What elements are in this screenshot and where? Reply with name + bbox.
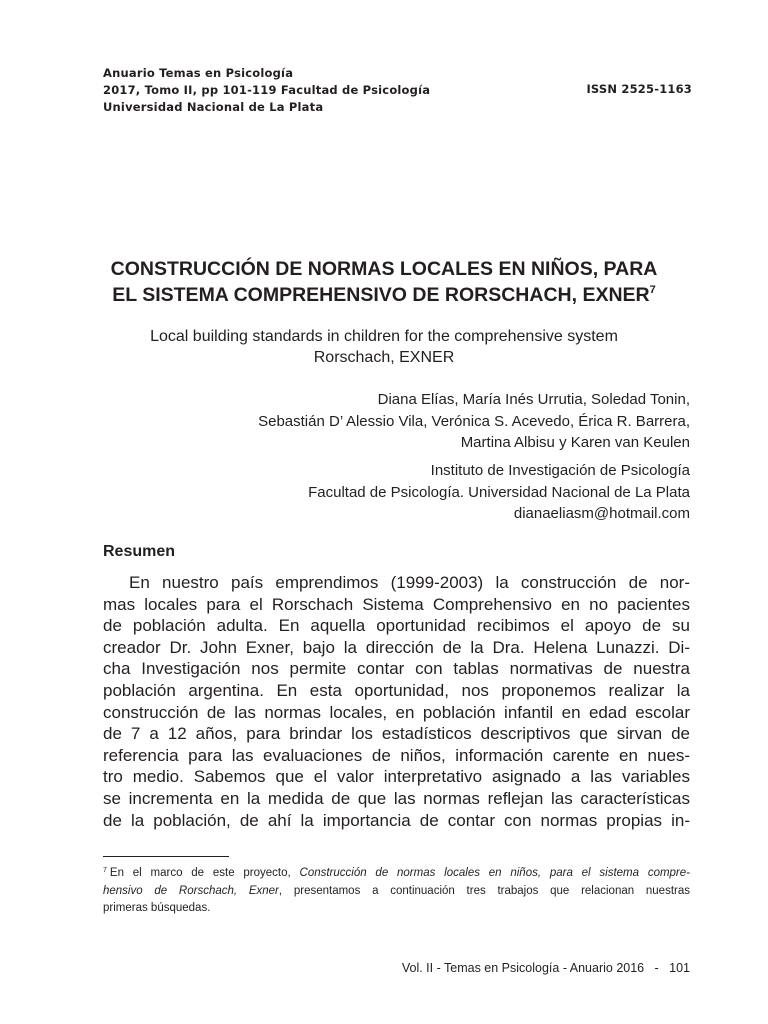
article-title-line-2 bbox=[60, 282, 708, 308]
english-title bbox=[60, 326, 708, 368]
abstract-line: cha Investigación nos permite contar con tablas normativas de nuestra bbox=[103, 659, 690, 679]
journal-name: Anuario Temas en Psicología bbox=[103, 66, 294, 80]
abstract-line: referencia para las evaluaciones de niños, información carente en nues- bbox=[103, 745, 690, 765]
english-title-line-2: Rorschach, EXNER bbox=[313, 349, 455, 366]
page-footer: Vol. II - Temas en Psicología - Anuario 2016 - 101 bbox=[401, 961, 690, 975]
footnote-line-1 bbox=[103, 865, 690, 883]
footnote-divider bbox=[103, 856, 229, 857]
abstract-heading: Resumen bbox=[103, 543, 176, 560]
journal-volume-info: 2017, Tomo II, pp 101-119 Facultad de Psicología bbox=[103, 83, 431, 97]
abstract-line: construcción de las normas locales, en población infantil en edad escolar bbox=[103, 702, 690, 722]
english-title-line-1: Local building standards in children for the comprehensive system bbox=[150, 328, 618, 345]
author-list bbox=[258, 389, 690, 454]
abstract-line: se incrementa en la medida de que las normas reflejan las características bbox=[103, 788, 690, 808]
footnote-italic-title-1: Construcción de normas locales en niños, para el sistema compre- bbox=[299, 867, 690, 879]
journal-university: Universidad Nacional de La Plata bbox=[103, 100, 324, 114]
title-footnote-mark[interactable]: 7 bbox=[649, 284, 656, 296]
abstract-line: En nuestro país emprendimos (1999-2003) la construcción de nor- bbox=[129, 573, 690, 592]
contact-email[interactable]: dianaeliasm@hotmail.com bbox=[513, 505, 690, 522]
faculty-name: Facultad de Psicología. Universidad Nacional de La Plata bbox=[308, 483, 690, 501]
abstract-line: de la población, de ahí la importancia de contar con normas propias in- bbox=[103, 810, 690, 830]
footnote-line-2 bbox=[103, 883, 690, 901]
footnote-rest: , presentamos a continuación tres trabajos que relacionan nuestras bbox=[278, 884, 690, 897]
abstract-line: de 7 a 12 años, para brindar los estadísticos descriptivos que sirvan de bbox=[103, 724, 690, 744]
author-line: Diana Elías, María Inés Urrutia, Soledad Tonin, bbox=[377, 391, 690, 408]
abstract-line: tro medio. Sabemos que el valor interpretativo asignado a las variables bbox=[103, 767, 690, 787]
article-title-line-1: CONSTRUCCIÓN DE NORMAS LOCALES EN NIÑOS, PARA bbox=[110, 258, 658, 280]
footnote-line-3: primeras búsquedas. bbox=[103, 902, 211, 914]
footnote-intro: En el marco de este proyecto, bbox=[109, 867, 291, 879]
author-line: Martina Albisu y Karen van Keulen bbox=[460, 434, 690, 451]
article-title-line-2-text: EL SISTEMA COMPREHENSIVO DE RORSCHACH, EXNER bbox=[112, 284, 650, 306]
author-line: Sebastián D’ Alessio Vila, Verónica S. Acevedo, Érica R. Barrera, bbox=[258, 412, 690, 430]
issn-number: ISSN 2525-1163 bbox=[586, 82, 692, 96]
affiliation-block bbox=[308, 460, 690, 525]
journal-header bbox=[103, 65, 430, 116]
abstract-body bbox=[103, 572, 690, 831]
footnote-italic-title-2: hensivo de Rorschach, Exner bbox=[103, 884, 279, 897]
abstract-line: de población adulta. En aquella oportunidad recibimos el apoyo de su bbox=[103, 616, 690, 636]
footnote-mark: 7 bbox=[103, 867, 107, 874]
abstract-line: creador Dr. John Exner, bajo la dirección de la Dra. Helena Lunazzi. Di- bbox=[103, 637, 690, 657]
abstract-line: mas locales para el Rorschach Sistema Comprehensivo en no pacientes bbox=[103, 594, 690, 614]
institute-name: Instituto de Investigación de Psicología bbox=[430, 462, 690, 479]
abstract-line: población argentina. En esta oportunidad, nos proponemos realizar la bbox=[103, 680, 690, 700]
article-title bbox=[60, 256, 708, 308]
footnote bbox=[103, 865, 690, 918]
